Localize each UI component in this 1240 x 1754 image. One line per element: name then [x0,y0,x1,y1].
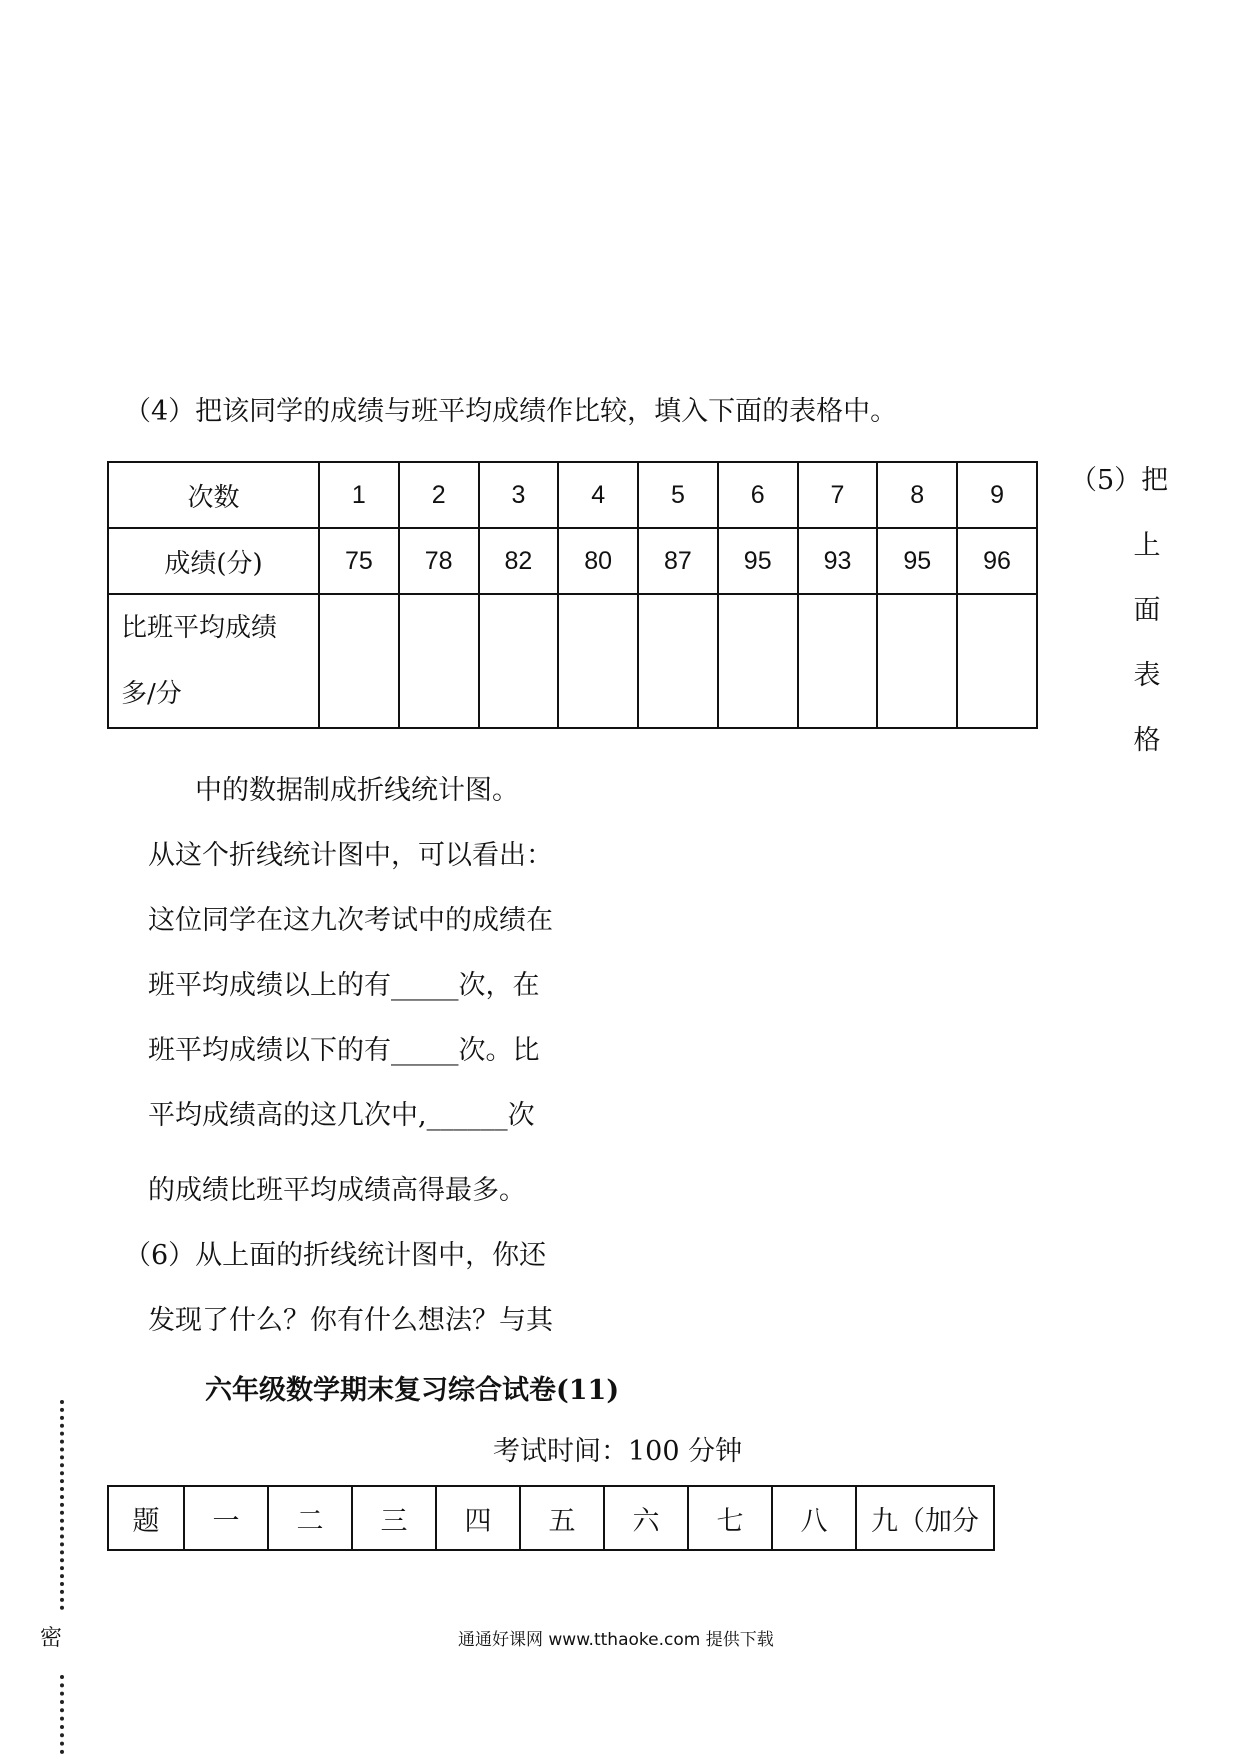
difference-cell[interactable] [319,594,399,728]
difference-row [108,594,1037,728]
side-char: 表 [1133,660,1161,691]
body-line: 平均成绩高的这几次中,______次 [148,1100,535,1131]
attempt-cell: 9 [957,462,1037,528]
difference-cell[interactable] [558,594,638,728]
header-cell: 二 [268,1486,352,1550]
question-5-label: （5）把 [1070,465,1169,496]
attempt-cell: 7 [798,462,878,528]
score-row [108,528,1037,594]
difference-label [108,594,319,728]
side-char: 面 [1133,595,1161,626]
difference-cell[interactable] [638,594,718,728]
question-header-table [107,1485,995,1551]
score-cell: 82 [479,528,559,594]
footer: 通通好课网 www.tthaoke.com 提供下载 [458,1630,774,1650]
side-char: 格 [1133,725,1161,756]
score-cell: 96 [957,528,1037,594]
body-line: 这位同学在这九次考试中的成绩在 [148,905,553,936]
side-char: 上 [1133,530,1161,561]
attempt-cell: 6 [718,462,798,528]
difference-cell[interactable] [877,594,957,728]
header-cell: 四 [436,1486,520,1550]
attempt-cell: 2 [399,462,479,528]
difference-cell[interactable] [718,594,798,728]
header-cell: 一 [184,1486,268,1550]
score-cell: 87 [638,528,718,594]
exam-time: 考试时间：100 分钟 [493,1436,743,1467]
difference-cell[interactable] [957,594,1037,728]
body-line: 中的数据制成折线统计图。 [195,775,519,806]
difference-cell[interactable] [399,594,479,728]
question-4: （4）把该同学的成绩与班平均成绩作比较，填入下面的表格中。 [124,396,898,427]
score-cell: 75 [319,528,399,594]
body-line: 班平均成绩以上的有_____次，在 [148,970,540,1001]
score-cell: 95 [718,528,798,594]
attempt-label: 次数 [108,462,319,528]
difference-cell[interactable] [798,594,878,728]
difference-label-line1: 比班平均成绩 [121,613,278,643]
header-cell: 五 [520,1486,604,1550]
header-row [108,1486,994,1550]
attempt-cell: 3 [479,462,559,528]
score-cell: 93 [798,528,878,594]
header-cell: 九（加分 [856,1486,994,1550]
score-cell: 78 [399,528,479,594]
seal-char: 密 [40,1626,63,1651]
body-line: 发现了什么？你有什么想法？与其 [148,1305,553,1336]
attempt-cell: 8 [877,462,957,528]
header-cell: 七 [688,1486,772,1550]
score-cell: 80 [558,528,638,594]
score-cell: 95 [877,528,957,594]
body-line: 的成绩比班平均成绩高得最多。 [148,1175,526,1206]
attempt-cell: 1 [319,462,399,528]
header-cell: 题 [108,1486,184,1550]
seal-line-bottom [60,1675,64,1754]
question-6: （6）从上面的折线统计图中，你还 [124,1240,547,1271]
body-line: 班平均成绩以下的有_____次。比 [148,1035,540,1066]
attempt-cell: 5 [638,462,718,528]
header-cell: 八 [772,1486,856,1550]
header-cell: 三 [352,1486,436,1550]
difference-cell[interactable] [479,594,559,728]
attempt-cell: 4 [558,462,638,528]
seal-line-top [60,1400,64,1610]
difference-label-line2: 多/分 [121,679,182,709]
header-cell: 六 [604,1486,688,1550]
score-label: 成绩(分) [108,528,319,594]
body-line: 从这个折线统计图中，可以看出： [148,840,553,871]
exam-title: 六年级数学期末复习综合试卷(11) [205,1375,620,1406]
attempt-row [108,462,1037,528]
score-table [107,461,1038,729]
